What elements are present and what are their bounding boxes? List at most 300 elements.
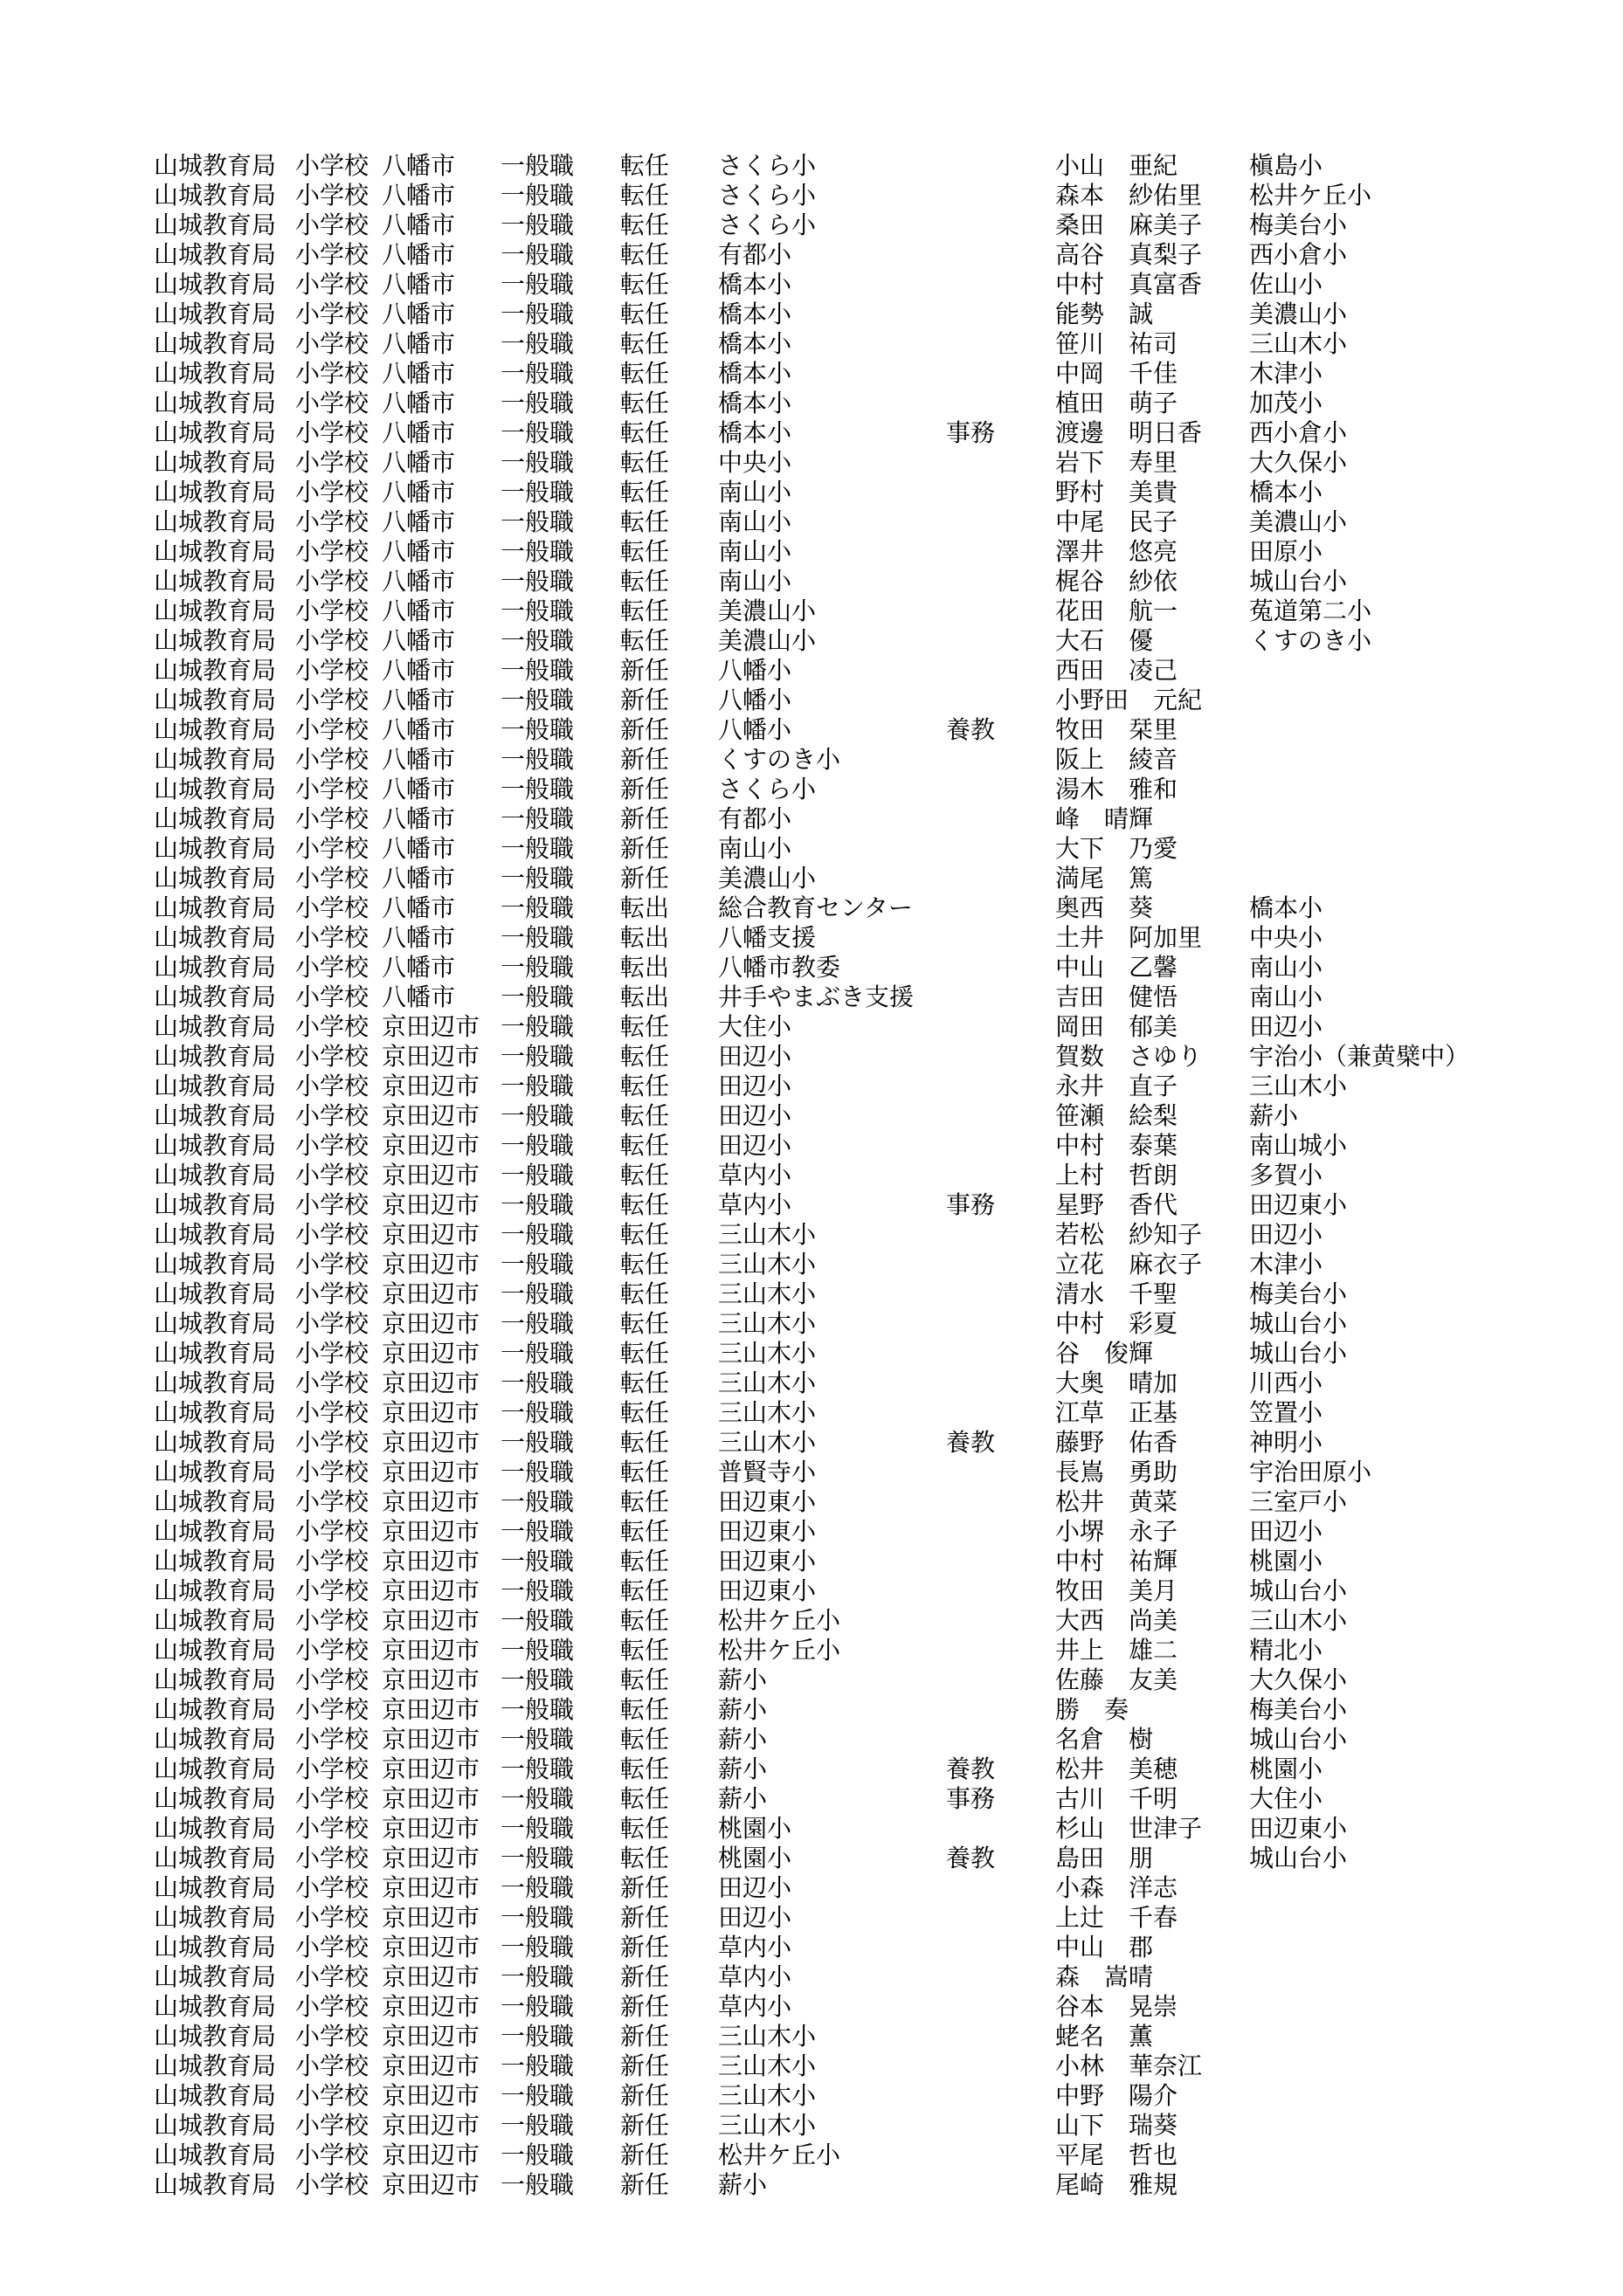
move-type-cell: 新任 [620, 716, 670, 743]
origin-school-cell [1249, 1992, 1469, 2022]
school-type-cell: 小学校 [295, 2112, 369, 2139]
bureau-cell: 山城教育局 [154, 1280, 277, 1307]
person-name-cell: 尾崎 雅規 [1055, 2171, 1178, 2198]
table-row [154, 1072, 1469, 1101]
job-class-cell: 一般職 [501, 1726, 575, 1753]
job-class-cell: 一般職 [501, 1934, 575, 1961]
bureau-cell: 山城教育局 [154, 776, 277, 803]
person-name-cell: 谷 俊輝 [1055, 1340, 1154, 1367]
city-cell: 八幡市 [382, 241, 456, 268]
role-cell [946, 893, 1055, 923]
job-class-cell: 一般職 [501, 1458, 575, 1486]
city-cell: 京田辺市 [382, 1637, 480, 1664]
destination-school-cell: 南山小 [718, 508, 792, 535]
table-row [154, 478, 1469, 507]
move-type-cell: 転任 [620, 182, 670, 209]
job-class-cell: 一般職 [501, 1280, 575, 1307]
person-name-cell: 満尾 篤 [1055, 865, 1154, 892]
school-type-cell: 小学校 [295, 1963, 369, 1990]
school-type-cell: 小学校 [295, 360, 369, 387]
origin-school-cell: 神明小 [1249, 1429, 1323, 1456]
city-cell: 京田辺市 [382, 2023, 480, 2050]
person-name-cell: 笹川 祐司 [1055, 330, 1178, 357]
city-cell: 八幡市 [382, 924, 456, 951]
move-type-cell: 転任 [620, 1518, 670, 1545]
job-class-cell: 一般職 [501, 894, 575, 921]
origin-school-cell: 西小倉小 [1249, 241, 1348, 268]
destination-school-cell: さくら小 [718, 182, 817, 209]
destination-school-cell: 松井ケ丘小 [718, 1607, 841, 1634]
move-type-cell: 転任 [620, 1043, 670, 1070]
origin-school-cell: 南山城小 [1249, 1132, 1348, 1159]
city-cell: 八幡市 [382, 746, 456, 773]
table-row [154, 300, 1469, 329]
job-class-cell: 一般職 [501, 1340, 575, 1367]
job-class-cell: 一般職 [501, 1696, 575, 1723]
origin-school-cell: 城山台小 [1249, 1844, 1348, 1872]
table-row [154, 923, 1469, 953]
destination-school-cell: 草内小 [718, 1162, 792, 1189]
city-cell: 京田辺市 [382, 1696, 480, 1723]
bureau-cell: 山城教育局 [154, 1340, 277, 1367]
move-type-cell: 転出 [620, 954, 670, 981]
city-cell: 京田辺市 [382, 1844, 480, 1872]
city-cell: 京田辺市 [382, 1399, 480, 1426]
job-class-cell: 一般職 [501, 1191, 575, 1218]
table-row [154, 2170, 1469, 2200]
school-type-cell: 小学校 [295, 1844, 369, 1872]
job-class-cell: 一般職 [501, 390, 575, 417]
city-cell: 京田辺市 [382, 1458, 480, 1486]
table-row [154, 1547, 1469, 1576]
origin-school-cell: 大住小 [1249, 1785, 1323, 1812]
school-type-cell: 小学校 [295, 330, 369, 357]
job-class-cell: 一般職 [501, 449, 575, 476]
job-class-cell: 一般職 [501, 1904, 575, 1931]
job-class-cell: 一般職 [501, 1755, 575, 1782]
city-cell: 京田辺市 [382, 1607, 480, 1634]
destination-school-cell: 八幡小 [718, 657, 792, 684]
destination-school-cell: さくら小 [718, 152, 817, 179]
school-type-cell: 小学校 [295, 805, 369, 832]
table-row [154, 240, 1469, 270]
destination-school-cell: 三山木小 [718, 1369, 817, 1396]
origin-school-cell: 木津小 [1249, 360, 1323, 387]
person-name-cell: 澤井 悠亮 [1055, 538, 1178, 565]
school-type-cell: 小学校 [295, 746, 369, 773]
destination-school-cell: 中央小 [718, 449, 792, 476]
person-name-cell: 阪上 綾音 [1055, 746, 1178, 773]
move-type-cell: 転任 [620, 1221, 670, 1248]
city-cell: 京田辺市 [382, 1132, 480, 1159]
destination-school-cell: 田辺小 [718, 1874, 792, 1901]
person-name-cell: 桑田 麻美子 [1055, 211, 1203, 238]
school-type-cell: 小学校 [295, 1369, 369, 1396]
destination-school-cell: 田辺東小 [718, 1518, 817, 1545]
bureau-cell: 山城教育局 [154, 1221, 277, 1248]
destination-school-cell: 八幡小 [718, 686, 792, 714]
job-class-cell: 一般職 [501, 1013, 575, 1040]
role-cell [946, 1458, 1055, 1487]
city-cell: 八幡市 [382, 479, 456, 506]
table-row [154, 953, 1469, 983]
role-cell [946, 804, 1055, 834]
move-type-cell: 新任 [620, 805, 670, 832]
person-name-cell: 牧田 栞里 [1055, 716, 1178, 743]
job-class-cell: 一般職 [501, 1963, 575, 1990]
bureau-cell: 山城教育局 [154, 2082, 277, 2109]
origin-school-cell: 木津小 [1249, 1251, 1323, 1278]
person-name-cell: 古川 千明 [1055, 1785, 1178, 1812]
city-cell: 京田辺市 [382, 1221, 480, 1248]
school-type-cell: 小学校 [295, 1993, 369, 2020]
move-type-cell: 新任 [620, 2052, 670, 2079]
person-name-cell: 小森 洋志 [1055, 1874, 1178, 1901]
move-type-cell: 転任 [620, 330, 670, 357]
move-type-cell: 転任 [620, 300, 670, 328]
city-cell: 八幡市 [382, 776, 456, 803]
person-name-cell: 佐藤 友美 [1055, 1666, 1178, 1693]
bureau-cell: 山城教育局 [154, 1191, 277, 1218]
school-type-cell: 小学校 [295, 1577, 369, 1604]
city-cell: 京田辺市 [382, 1102, 480, 1129]
city-cell: 八幡市 [382, 657, 456, 684]
bureau-cell: 山城教育局 [154, 1963, 277, 1990]
city-cell: 京田辺市 [382, 2141, 480, 2168]
school-type-cell: 小学校 [295, 241, 369, 268]
table-row [154, 804, 1469, 834]
table-row [154, 596, 1469, 626]
bureau-cell: 山城教育局 [154, 1162, 277, 1189]
move-type-cell: 新任 [620, 1993, 670, 2020]
destination-school-cell: 美濃山小 [718, 627, 817, 654]
job-class-cell: 一般職 [501, 152, 575, 179]
destination-school-cell: 美濃山小 [718, 597, 817, 624]
job-class-cell: 一般職 [501, 1369, 575, 1396]
table-row [154, 1012, 1469, 1042]
role-cell: 養教 [946, 1755, 996, 1782]
city-cell: 八幡市 [382, 865, 456, 892]
school-type-cell: 小学校 [295, 1637, 369, 1664]
job-class-cell: 一般職 [501, 2112, 575, 2139]
school-type-cell: 小学校 [295, 1340, 369, 1367]
move-type-cell: 転任 [620, 1280, 670, 1307]
origin-school-cell: 加茂小 [1249, 390, 1323, 417]
city-cell: 京田辺市 [382, 1191, 480, 1218]
destination-school-cell: 草内小 [718, 1963, 792, 1990]
table-row [154, 1992, 1469, 2022]
job-class-cell: 一般職 [501, 1844, 575, 1872]
bureau-cell: 山城教育局 [154, 894, 277, 921]
role-cell [946, 775, 1055, 804]
role-cell [946, 1487, 1055, 1517]
city-cell: 八幡市 [382, 894, 456, 921]
move-type-cell: 転任 [620, 271, 670, 298]
destination-school-cell: 橋本小 [718, 360, 792, 387]
origin-school-cell [1249, 775, 1469, 804]
bureau-cell: 山城教育局 [154, 1815, 277, 1842]
table-row [154, 507, 1469, 537]
job-class-cell: 一般職 [501, 776, 575, 803]
role-cell [946, 537, 1055, 567]
table-row [154, 181, 1469, 210]
role-cell [946, 834, 1055, 864]
role-cell [946, 1339, 1055, 1369]
job-class-cell: 一般職 [501, 330, 575, 357]
job-class-cell: 一般職 [501, 1815, 575, 1842]
role-cell [946, 2111, 1055, 2141]
origin-school-cell: 田辺東小 [1249, 1191, 1348, 1218]
move-type-cell: 転任 [620, 1548, 670, 1575]
role-cell [946, 151, 1055, 181]
move-type-cell: 転任 [620, 1844, 670, 1872]
destination-school-cell: くすのき小 [718, 746, 841, 773]
job-class-cell: 一般職 [501, 1162, 575, 1189]
job-class-cell: 一般職 [501, 1666, 575, 1693]
table-row [154, 418, 1469, 448]
move-type-cell: 新任 [620, 2023, 670, 2050]
table-row [154, 715, 1469, 745]
job-class-cell: 一般職 [501, 746, 575, 773]
bureau-cell: 山城教育局 [154, 1755, 277, 1782]
move-type-cell: 転任 [620, 1102, 670, 1129]
role-cell [946, 1903, 1055, 1933]
role-cell: 事務 [946, 419, 996, 446]
table-row [154, 1190, 1469, 1220]
person-name-cell: 中村 彩夏 [1055, 1310, 1178, 1337]
destination-school-cell: 田辺小 [718, 1102, 792, 1129]
person-name-cell: 上辻 千春 [1055, 1904, 1178, 1931]
bureau-cell: 山城教育局 [154, 835, 277, 862]
origin-school-cell: 城山台小 [1249, 1726, 1348, 1753]
table-row [154, 1131, 1469, 1161]
move-type-cell: 新任 [620, 686, 670, 714]
table-row [154, 359, 1469, 389]
job-class-cell: 一般職 [501, 1874, 575, 1901]
origin-school-cell: 大久保小 [1249, 449, 1348, 476]
city-cell: 京田辺市 [382, 1488, 480, 1515]
school-type-cell: 小学校 [295, 1102, 369, 1129]
move-type-cell: 新任 [620, 1904, 670, 1931]
destination-school-cell: 橋本小 [718, 419, 792, 446]
table-row [154, 2081, 1469, 2111]
school-type-cell: 小学校 [295, 390, 369, 417]
job-class-cell: 一般職 [501, 954, 575, 981]
table-row [154, 1517, 1469, 1547]
school-type-cell: 小学校 [295, 1785, 369, 1812]
city-cell: 京田辺市 [382, 1934, 480, 1961]
school-type-cell: 小学校 [295, 2052, 369, 2079]
destination-school-cell: 草内小 [718, 1993, 792, 2020]
origin-school-cell [1249, 2081, 1469, 2111]
school-type-cell: 小学校 [295, 657, 369, 684]
bureau-cell: 山城教育局 [154, 805, 277, 832]
bureau-cell: 山城教育局 [154, 1726, 277, 1753]
destination-school-cell: 八幡支援 [718, 924, 817, 951]
role-cell [946, 1072, 1055, 1101]
table-row [154, 1903, 1469, 1933]
destination-school-cell: 南山小 [718, 538, 792, 565]
school-type-cell: 小学校 [295, 1874, 369, 1901]
table-row [154, 656, 1469, 686]
destination-school-cell: 大住小 [718, 1013, 792, 1040]
move-type-cell: 新任 [620, 1963, 670, 1990]
bureau-cell: 山城教育局 [154, 479, 277, 506]
role-cell [946, 864, 1055, 893]
origin-school-cell [1249, 864, 1469, 893]
table-row [154, 893, 1469, 923]
role-cell [946, 953, 1055, 983]
table-row [154, 864, 1469, 893]
origin-school-cell: 笠置小 [1249, 1399, 1323, 1426]
job-class-cell: 一般職 [501, 1518, 575, 1545]
bureau-cell: 山城教育局 [154, 1577, 277, 1604]
bureau-cell: 山城教育局 [154, 1458, 277, 1486]
bureau-cell: 山城教育局 [154, 449, 277, 476]
role-cell [946, 626, 1055, 656]
origin-school-cell: 梅美台小 [1249, 1280, 1348, 1307]
school-type-cell: 小学校 [295, 686, 369, 714]
role-cell [946, 270, 1055, 300]
role-cell: 事務 [946, 1785, 996, 1812]
school-type-cell: 小学校 [295, 1072, 369, 1100]
bureau-cell: 山城教育局 [154, 2052, 277, 2079]
person-name-cell: 岡田 郁美 [1055, 1013, 1178, 1040]
bureau-cell: 山城教育局 [154, 597, 277, 624]
role-cell [946, 1279, 1055, 1309]
table-row [154, 1665, 1469, 1695]
school-type-cell: 小学校 [295, 716, 369, 743]
person-name-cell: 吉田 健悟 [1055, 983, 1178, 1010]
move-type-cell: 新任 [620, 2171, 670, 2198]
role-cell [946, 329, 1055, 359]
job-class-cell: 一般職 [501, 2082, 575, 2109]
bureau-cell: 山城教育局 [154, 182, 277, 209]
destination-school-cell: さくら小 [718, 211, 817, 238]
move-type-cell: 転任 [620, 1637, 670, 1664]
role-cell [946, 1012, 1055, 1042]
city-cell: 八幡市 [382, 983, 456, 1010]
school-type-cell: 小学校 [295, 865, 369, 892]
destination-school-cell: 三山木小 [718, 1221, 817, 1248]
job-class-cell: 一般職 [501, 211, 575, 238]
origin-school-cell: 槇島小 [1249, 152, 1323, 179]
bureau-cell: 山城教育局 [154, 1548, 277, 1575]
job-class-cell: 一般職 [501, 1993, 575, 2020]
destination-school-cell: 八幡小 [718, 716, 792, 743]
job-class-cell: 一般職 [501, 1399, 575, 1426]
city-cell: 京田辺市 [382, 1013, 480, 1040]
person-name-cell: 立花 麻衣子 [1055, 1251, 1203, 1278]
person-name-cell: 小堺 永子 [1055, 1518, 1178, 1545]
job-class-cell: 一般職 [501, 419, 575, 446]
role-cell [946, 1250, 1055, 1279]
table-row [154, 2111, 1469, 2141]
school-type-cell: 小学校 [295, 2141, 369, 2168]
school-type-cell: 小学校 [295, 776, 369, 803]
table-row [154, 1933, 1469, 1962]
origin-school-cell [1249, 2051, 1469, 2081]
destination-school-cell: 橋本小 [718, 271, 792, 298]
bureau-cell: 山城教育局 [154, 1785, 277, 1812]
destination-school-cell: 三山木小 [718, 1340, 817, 1367]
school-type-cell: 小学校 [295, 924, 369, 951]
table-row [154, 1487, 1469, 1517]
role-cell [946, 359, 1055, 389]
bureau-cell: 山城教育局 [154, 657, 277, 684]
bureau-cell: 山城教育局 [154, 1934, 277, 1961]
move-type-cell: 転任 [620, 1458, 670, 1486]
destination-school-cell: 井手やまぶき支援 [718, 983, 915, 1010]
move-type-cell: 転任 [620, 1696, 670, 1723]
destination-school-cell: 草内小 [718, 1191, 792, 1218]
city-cell: 八幡市 [382, 538, 456, 565]
job-class-cell: 一般職 [501, 538, 575, 565]
destination-school-cell: 三山木小 [718, 1429, 817, 1456]
destination-school-cell: さくら小 [718, 776, 817, 803]
origin-school-cell: 三山木小 [1249, 1607, 1348, 1634]
bureau-cell: 山城教育局 [154, 1429, 277, 1456]
origin-school-cell [1249, 715, 1469, 745]
job-class-cell: 一般職 [501, 241, 575, 268]
destination-school-cell: 薪小 [718, 1666, 768, 1693]
table-row [154, 1309, 1469, 1339]
move-type-cell: 転出 [620, 894, 670, 921]
school-type-cell: 小学校 [295, 1043, 369, 1070]
move-type-cell: 転任 [620, 1488, 670, 1515]
city-cell: 京田辺市 [382, 2082, 480, 2109]
school-type-cell: 小学校 [295, 538, 369, 565]
origin-school-cell: 菟道第二小 [1249, 597, 1372, 624]
job-class-cell: 一般職 [501, 1429, 575, 1456]
origin-school-cell: 田原小 [1249, 538, 1323, 565]
role-cell: 養教 [946, 1844, 996, 1872]
origin-school-cell [1249, 1873, 1469, 1903]
bureau-cell: 山城教育局 [154, 241, 277, 268]
bureau-cell: 山城教育局 [154, 508, 277, 535]
destination-school-cell: 三山木小 [718, 1251, 817, 1278]
destination-school-cell: 田辺東小 [718, 1577, 817, 1604]
move-type-cell: 転任 [620, 241, 670, 268]
move-type-cell: 転任 [620, 597, 670, 624]
table-row [154, 775, 1469, 804]
destination-school-cell: 三山木小 [718, 2082, 817, 2109]
destination-school-cell: 有都小 [718, 805, 792, 832]
person-name-cell: 湯木 雅和 [1055, 776, 1178, 803]
city-cell: 八幡市 [382, 300, 456, 328]
role-cell [946, 2170, 1055, 2200]
table-row [154, 834, 1469, 864]
table-row [154, 1695, 1469, 1725]
destination-school-cell: 田辺小 [718, 1132, 792, 1159]
table-row [154, 1606, 1469, 1636]
table-row [154, 270, 1469, 300]
destination-school-cell: 薪小 [718, 1696, 768, 1723]
city-cell: 京田辺市 [382, 1904, 480, 1931]
bureau-cell: 山城教育局 [154, 1251, 277, 1278]
bureau-cell: 山城教育局 [154, 746, 277, 773]
school-type-cell: 小学校 [295, 1399, 369, 1426]
role-cell: 養教 [946, 716, 996, 743]
origin-school-cell [1249, 656, 1469, 686]
destination-school-cell: 橋本小 [718, 390, 792, 417]
origin-school-cell: 三山木小 [1249, 1072, 1348, 1100]
job-class-cell: 一般職 [501, 1043, 575, 1070]
job-class-cell: 一般職 [501, 1488, 575, 1515]
role-cell: 養教 [946, 1429, 996, 1456]
destination-school-cell: 南山小 [718, 568, 792, 595]
job-class-cell: 一般職 [501, 1132, 575, 1159]
